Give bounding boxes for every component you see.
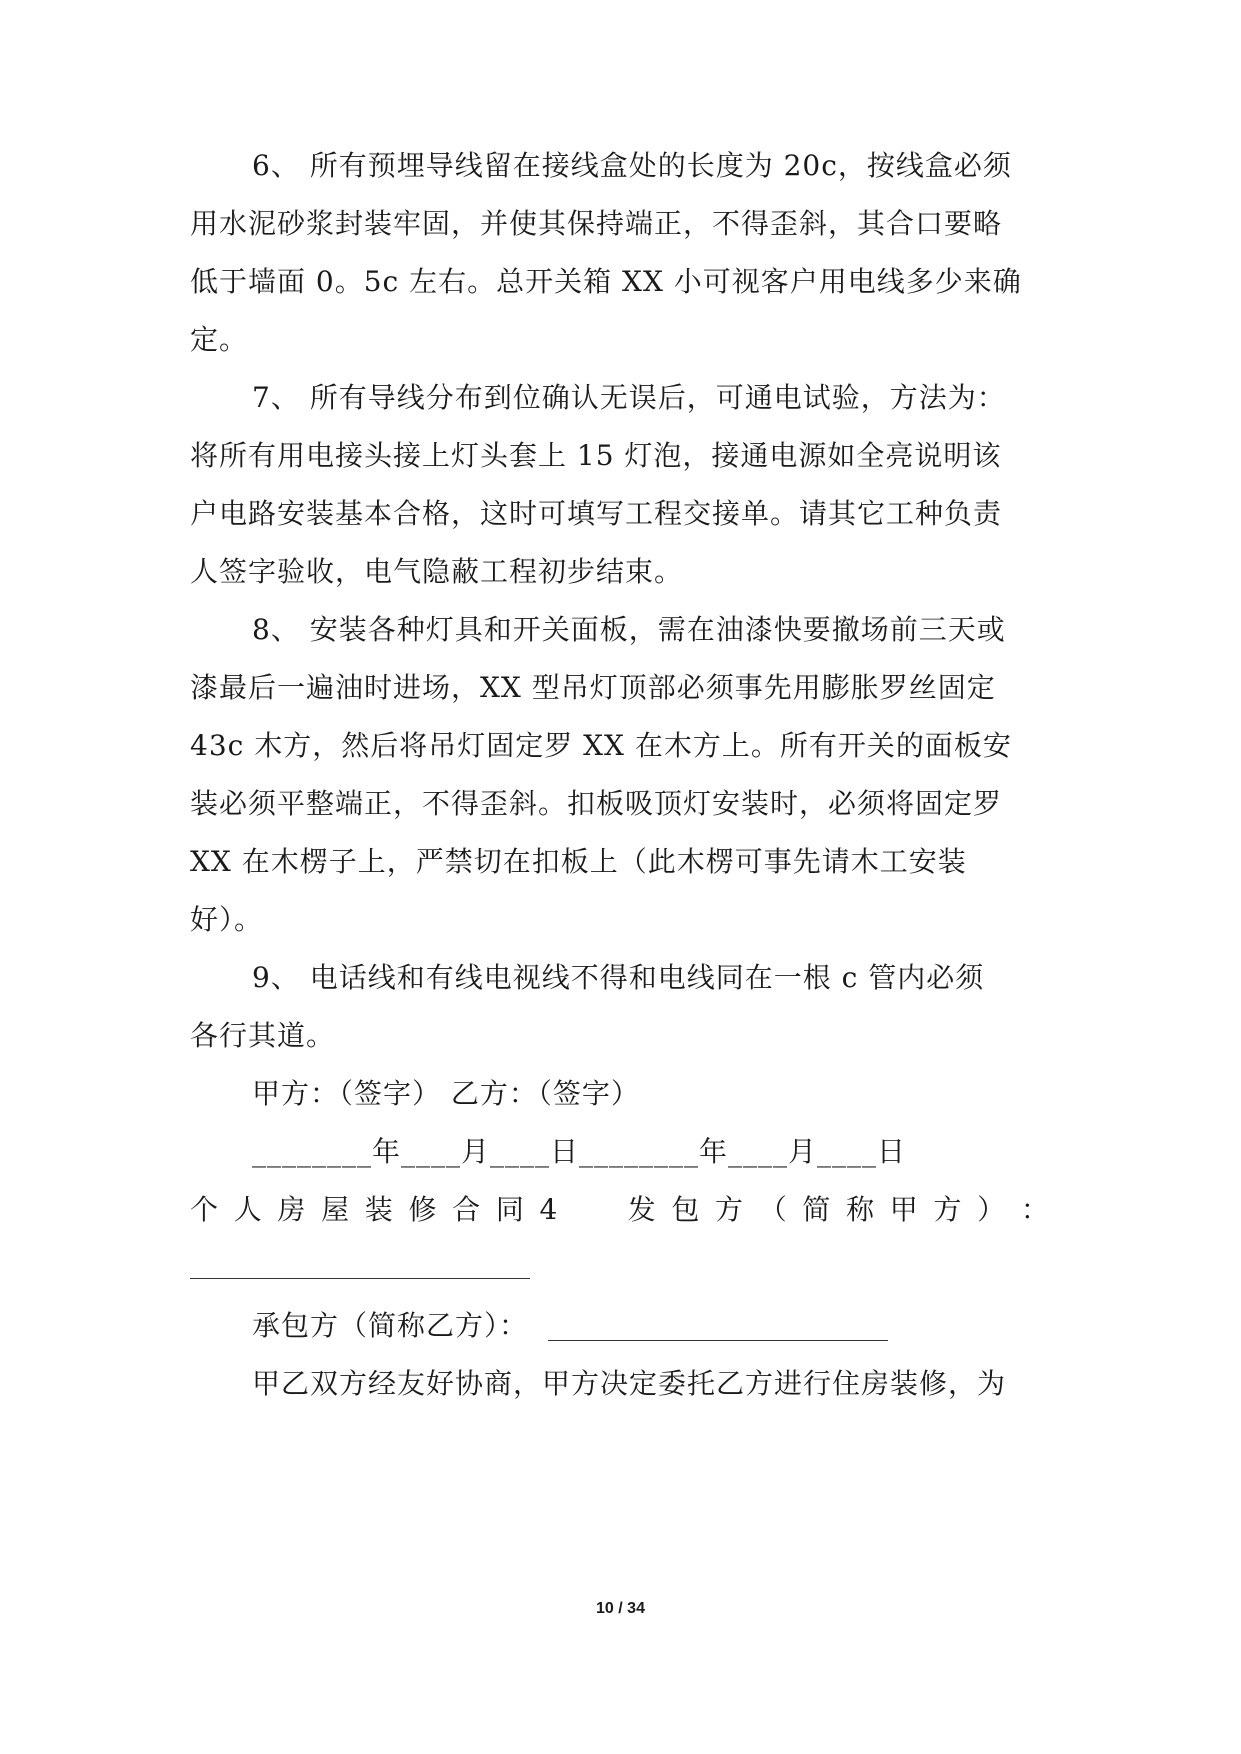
title-char: 房 [277, 1193, 307, 1226]
paragraph-8-line-1: 8、 安装各种灯具和开关面板，需在油漆快要撤场前三天或 [252, 613, 1006, 646]
page-number: 10 / 34 [596, 1600, 645, 1617]
title-char: （ [758, 1193, 788, 1226]
title-char: 简 [802, 1193, 832, 1226]
paragraph-6-line-1: 6、 所有预埋导线留在接线盒处的长度为 20c，按线盒必须 [252, 149, 1012, 182]
title-char: 人 [233, 1193, 263, 1226]
contractor-line [252, 1308, 1112, 1344]
contractor-label: 承包方（简称乙方）： [252, 1309, 529, 1342]
paragraph-9-line-1: 9、 电话线和有线电视线不得和电线同在一根 c 管内必须 [252, 961, 985, 994]
paragraph-7-line-2: 将所有用电接头接上灯头套上 15 灯泡，接通电源如全亮说明该 [190, 439, 1002, 472]
title-char: 4 [539, 1193, 559, 1226]
paragraph-8-line-3: 43c 木方，然后将吊灯固定罗 XX 在木方上。所有开关的面板安 [190, 729, 1012, 762]
title-char: ： [1020, 1193, 1050, 1226]
paragraph-8-line-2: 漆最后一遍油时进场，XX 型吊灯顶部必须事先用膨胀罗丝固定 [190, 671, 996, 704]
paragraph-7-line-4: 人签字验收，电气隐蔽工程初步结束。 [190, 555, 684, 588]
title-char: 称 [846, 1193, 876, 1226]
title-char: 发 [627, 1193, 657, 1226]
paragraph-6-line-2: 用水泥砂浆封装牢固，并使其保持端正，不得歪斜，其合口要略 [190, 207, 1003, 240]
title-char: 合 [452, 1193, 482, 1226]
title-char: 包 [671, 1193, 701, 1226]
title-char: 方 [715, 1193, 745, 1226]
paragraph-9-line-2: 各行其道。 [190, 1019, 336, 1052]
title-char: ） [977, 1193, 1007, 1226]
title-char: 方 [933, 1193, 963, 1226]
title-char: 修 [408, 1193, 438, 1226]
signature-line: 甲方：（签字） 乙方：（签字） [252, 1077, 640, 1110]
paragraph-8-line-6: 好）。 [190, 903, 264, 936]
title-char: 同 [495, 1193, 525, 1226]
paragraph-7-line-3: 户电路安装基本合格，这时可填写工程交接单。请其它工种负责 [190, 497, 1003, 530]
intro-line: 甲乙双方经友好协商，甲方决定委托乙方进行住房装修，为 [252, 1367, 1007, 1400]
title-gap [573, 1192, 613, 1228]
contract-title-line [190, 1192, 1050, 1228]
paragraph-6-line-4: 定。 [190, 323, 249, 356]
contractor-name-blank [548, 1340, 888, 1341]
paragraph-8-line-5: XX 在木楞子上，严禁切在扣板上（此木楞可事先请木工安装 [190, 845, 967, 878]
title-char: 装 [364, 1193, 394, 1226]
paragraph-6-line-3: 低于墙面 0。5c 左右。总开关箱 XX 小可视客户用电线多少来确 [190, 265, 1022, 298]
title-char: 屋 [321, 1193, 351, 1226]
paragraph-8-line-4: 装必须平整端正，不得歪斜。扣板吸顶灯安装时，必须将固定罗 [190, 787, 1003, 820]
date-line: ________年____月____日________年____月____日 [252, 1135, 907, 1168]
client-name-blank [190, 1278, 530, 1279]
title-char: 个 [190, 1193, 220, 1226]
paragraph-7-line-1: 7、 所有导线分布到位确认无误后，可通电试验，方法为： [252, 381, 1006, 414]
title-char: 甲 [889, 1193, 919, 1226]
